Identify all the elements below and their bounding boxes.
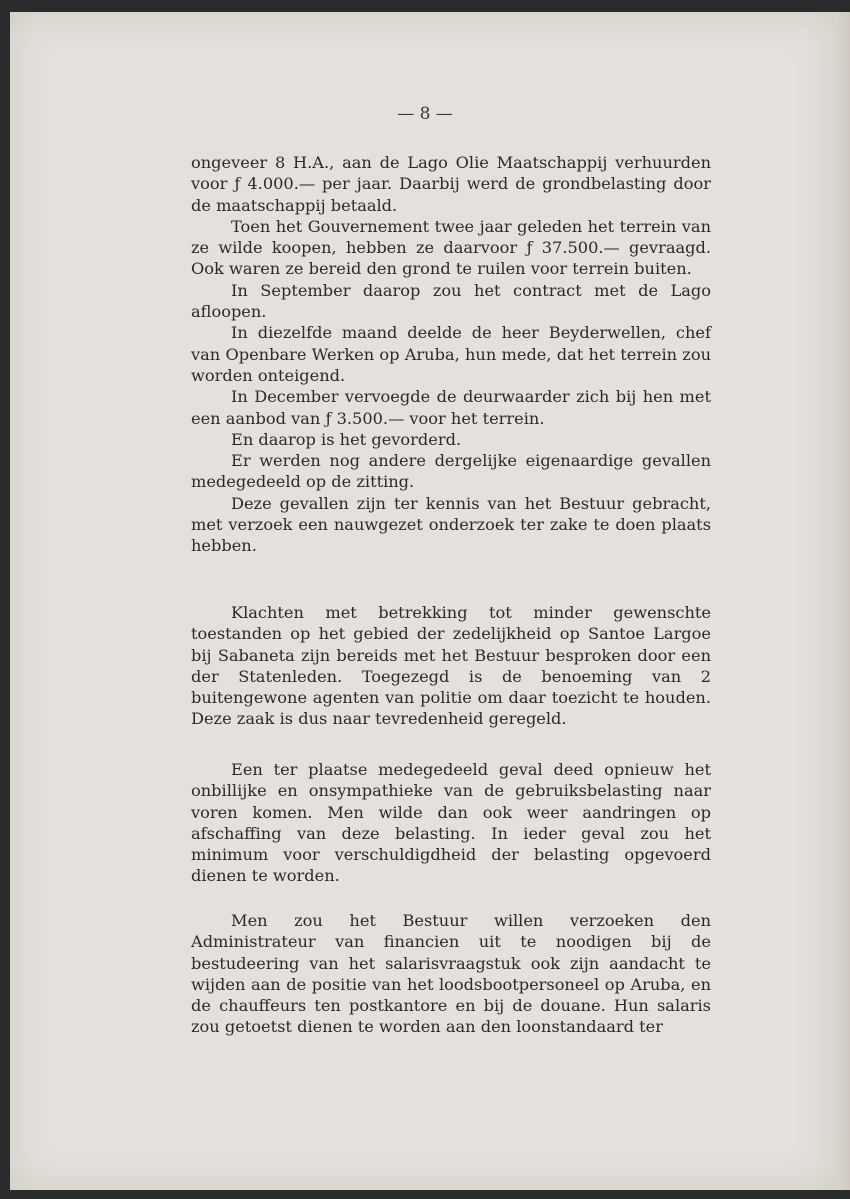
paragraph: In December vervoegde de deurwaarder zich bij hen met een aanbod van ƒ 3.500.— voor het terrein. xyxy=(191,387,711,428)
paragraph: Deze gevallen zijn ter kennis van het Bestuur gebracht, met verzoek een nauwgezet onderzoek ter zake te doen plaats hebben. xyxy=(191,493,711,556)
paragraph: En daarop is het gevorderd. xyxy=(231,429,462,449)
paragraph: In September daarop zou het contract met de Lago afloopen. xyxy=(191,280,711,322)
paragraph: Toen het Gouvernement twee jaar geleden het terrein van ze wilde koopen, hebben ze daarvoor ƒ 37.500.— gevraagd. Ook waren ze bereid den grond te ruilen voor terrein buiten. xyxy=(191,216,711,279)
paragraph: Er werden nog andere dergelijke eigenaardige gevallen medegedeeld op de zitting. xyxy=(191,451,711,492)
paragraph: In diezelfde maand deelde de heer Beyderwellen, chef van Openbare Werken op Aruba, hun mede, dat het terrein zou worden onteigend. xyxy=(191,323,711,385)
paragraph: Een ter plaatse medegedeeld geval deed opnieuw het onbillijke en onsympathieke van de gebruiksbelasting naar voren komen. Men wilde dan ook weer aandringen op afschaffing van deze belasting. In ieder geval zou het minimum voor verschuldigdheid der belasting opgevoerd dienen te worden. xyxy=(191,760,711,886)
text-block-1 xyxy=(191,152,711,557)
page-number: — 8 — xyxy=(397,104,453,124)
paragraph: ongeveer 8 H.A., aan de Lago Olie Maatschappij verhuurden voor ƒ 4.000.— per jaar. Daarbij werd de grondbelasting door de maatschappij betaald. xyxy=(191,153,711,215)
text-block-4 xyxy=(191,910,711,1038)
paragraph: Men zou het Bestuur willen verzoeken den Administrateur van financien uit te noodigen bij de bestudeering van het salarisvraagstuk ook zijn aandacht te wijden aan de positie van het loodsbootpersoneel op Aruba, en de chauffeurs ten postkantore en bij de douane. Hun salaris zou getoetst dienen te worden aan den loonstandaard ter xyxy=(191,911,711,1037)
text-block-2 xyxy=(191,602,711,730)
page-edge xyxy=(836,12,850,1190)
paragraph: Klachten met betrekking tot minder gewenschte toestanden op het gebied der zedelijkheid op Santoe Largoe bij Sabaneta zijn bereids met het Bestuur besproken door een der Statenleden. Toegezegd is de benoeming van 2 buitengewone agenten van politie om daar toezicht te houden. Deze zaak is dus naar tevredenheid geregeld. xyxy=(191,603,711,729)
text-block-3 xyxy=(191,759,711,887)
